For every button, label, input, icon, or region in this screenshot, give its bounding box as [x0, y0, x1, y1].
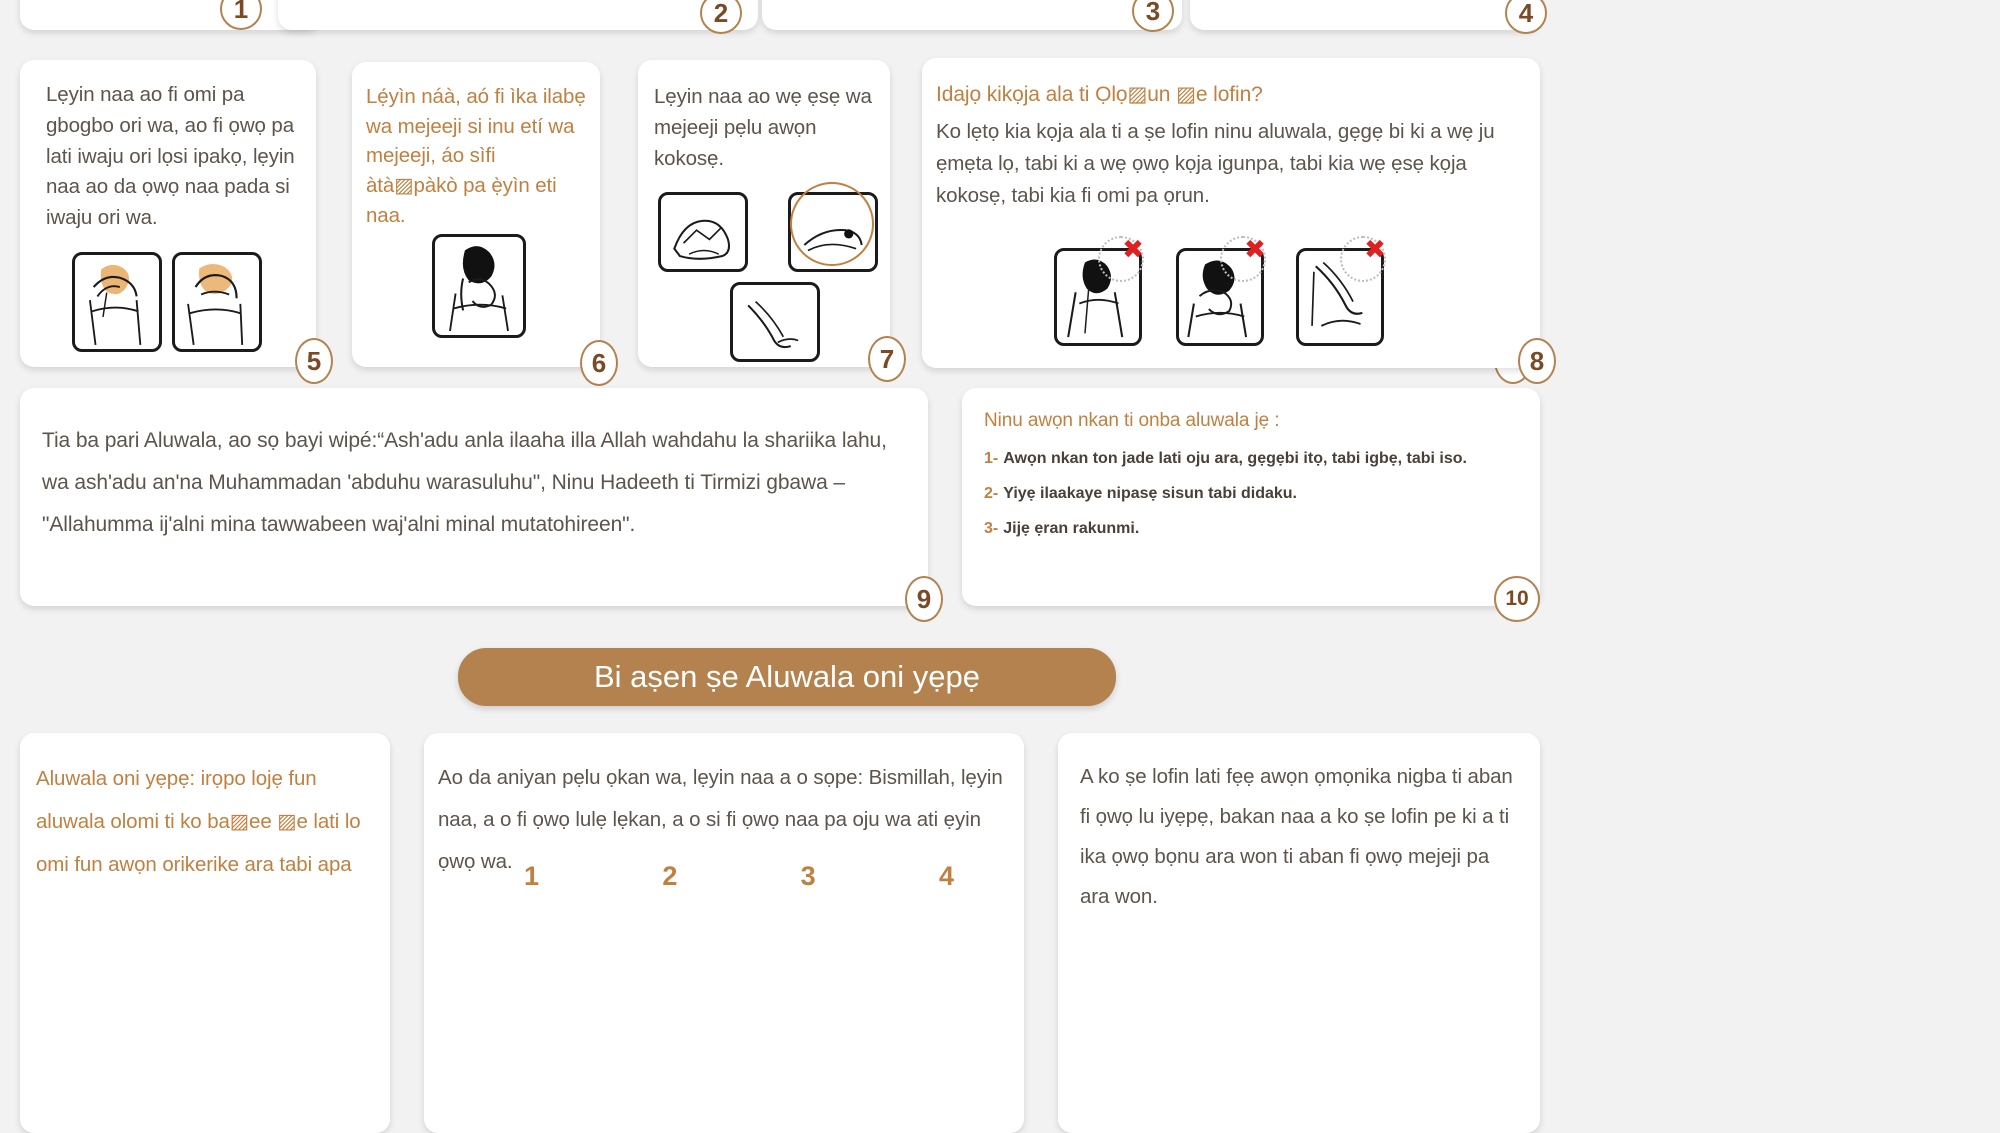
bottom-card-1-body: Aluwala oni yẹpẹ: irọpo lojẹ fun aluwala olomi ti ko ba▨ee ▨e lati lo omi fun awọn orikerike ara tabi apa — [36, 767, 361, 877]
badge-panel-6-label: 6 — [591, 347, 607, 378]
panel-7 — [638, 60, 895, 374]
badge-4 — [1505, 0, 1547, 34]
badge-panel-5 — [295, 338, 333, 384]
bottom-card-3 — [1058, 733, 1540, 1133]
top-card-2 — [278, 0, 758, 30]
badge-panel-10 — [1494, 576, 1540, 622]
panel-8-body: Ko lẹtọ kia kọja ala ti a ṣe lofin ninu aluwala, gẹgẹ bi ki a wẹ ju ẹmẹta lọ, tabi ki a wẹ ọwọ kọja igunpa, tabi kia wẹ ẹsẹ kọja kokosẹ, tabi kia fi omi pa ọrun. — [936, 120, 1495, 207]
panel-8-heading: Idajọ kikọja ala ti Ọlọ▨un ▨e lofin? — [936, 83, 1263, 106]
badge-panel-5-label: 5 — [306, 345, 322, 376]
panel-8-x-1: ✖ — [1122, 234, 1144, 264]
bottom-card-1 — [20, 733, 390, 1133]
step-number: 1 — [524, 861, 540, 891]
step-number: 4 — [938, 861, 954, 891]
badge-2-label: 2 — [713, 0, 729, 28]
badge-1-label: 1 — [233, 0, 249, 24]
list-item-text: Jijẹ ẹran rakunmi. — [1003, 520, 1140, 537]
panel-5-image-1 — [72, 252, 162, 352]
list-item — [984, 485, 1524, 503]
badge-panel-8 — [1518, 338, 1556, 384]
panel-6-image-1 — [432, 234, 526, 338]
badge-panel-9 — [905, 576, 943, 622]
panel-5-image-2 — [172, 252, 262, 352]
section-banner — [458, 648, 1116, 706]
badge-4-label: 4 — [1518, 0, 1534, 28]
badge-3-label: 3 — [1145, 0, 1161, 26]
list-item-text: Yiyẹ ilaakaye nipasẹ sisun tabi didaku. — [1003, 485, 1297, 502]
badge-panel-7-label: 7 — [879, 343, 895, 374]
panel-10-list — [984, 450, 1524, 555]
panel-10 — [962, 388, 1540, 610]
section-banner-title: Bi aṣen ṣe Aluwala oni yẹpẹ — [593, 659, 981, 694]
panel-5 — [20, 60, 322, 376]
top-card-1 — [20, 0, 320, 30]
panel-8 — [922, 58, 1545, 376]
bottom-card-3-body: A ko ṣe lofin lati fẹẹ awọn ọmọnika nigba ti aban fi ọwọ lu iyẹpẹ, bakan naa a ko ṣe lofin pe ki a ti ika ọwọ bọnu ara won ti aban fi ọwọ mejeji pa ara won. — [1080, 765, 1513, 908]
top-card-3 — [762, 0, 1182, 30]
list-item-number: 1- — [984, 450, 999, 467]
list-item-text: Awọn nkan ton jade lati oju ara, gẹgẹbi itọ, tabi igbẹ, tabi iso. — [1003, 450, 1467, 467]
list-item-number: 3- — [984, 520, 999, 537]
panel-6-body: Lẹ́yìn náà, aó fi ìka ilabẹ wa mejeeji si inu etí wa mejeeji, áo sìfi àtà▨pàkò pa ẹ̀yìn eti naa. — [366, 85, 586, 227]
panel-7-highlight-ring — [790, 182, 874, 266]
panel-9-body: Tia ba pari Aluwala, ao sọ bayi wipé:“Ash'adu anla ilaaha illa Allah wahdahu la shariika lahu, wa ash'adu an'na Muhammadan 'abduhu warasuluhu", Ninu Hadeeth ti Tirmizi gbawa – "Allahumma ij'alni mina tawwabeen waj'alni minal mutatohireen". — [42, 429, 887, 536]
badge-panel-10-label: 10 — [1505, 587, 1529, 610]
badge-panel-8-label: 8 — [1529, 345, 1545, 376]
panel-8-x-2: ✖ — [1244, 234, 1266, 264]
list-item — [984, 520, 1524, 538]
top-card-4 — [1190, 0, 1540, 30]
panel-7-body: Lẹyin naa ao wẹ ẹsẹ wa mejeeji pẹlu awọn kokosẹ. — [654, 85, 872, 170]
list-item — [984, 450, 1524, 468]
badge-panel-7-inner — [868, 336, 906, 382]
panel-6 — [352, 62, 607, 378]
badge-panel-6 — [580, 340, 618, 386]
panel-9 — [20, 388, 932, 614]
list-item-number: 2- — [984, 485, 999, 502]
badge-panel-9-label: 9 — [916, 583, 932, 614]
panel-7-image-3 — [730, 282, 820, 362]
bottom-card-2-body: Ao da aniyan pẹlu ọkan wa, lẹyin naa a o sọpe: Bismillah, lẹyin naa, a o fi ọwọ lulẹ lẹkan, a o si fi ọwọ naa pa oju wa ati ẹyin ọwọ wa. — [438, 766, 1003, 874]
bottom-card-2-step-numbers — [524, 861, 954, 892]
panel-10-heading: Ninu awọn nkan ti onba aluwala jẹ : — [984, 410, 1280, 431]
step-number: 3 — [800, 861, 816, 891]
panel-7-image-1 — [658, 192, 748, 272]
bottom-card-2 — [424, 733, 1024, 1133]
panel-8-x-3: ✖ — [1364, 234, 1386, 264]
step-number: 2 — [662, 861, 678, 891]
panel-5-body: Lẹyin naa ao fi omi pa gbogbo ori wa, ao fi ọwọ pa lati iwaju ori lọsi ipakọ, lẹyin naa ao da ọwọ naa pada si iwaju ori wa. — [46, 83, 295, 229]
